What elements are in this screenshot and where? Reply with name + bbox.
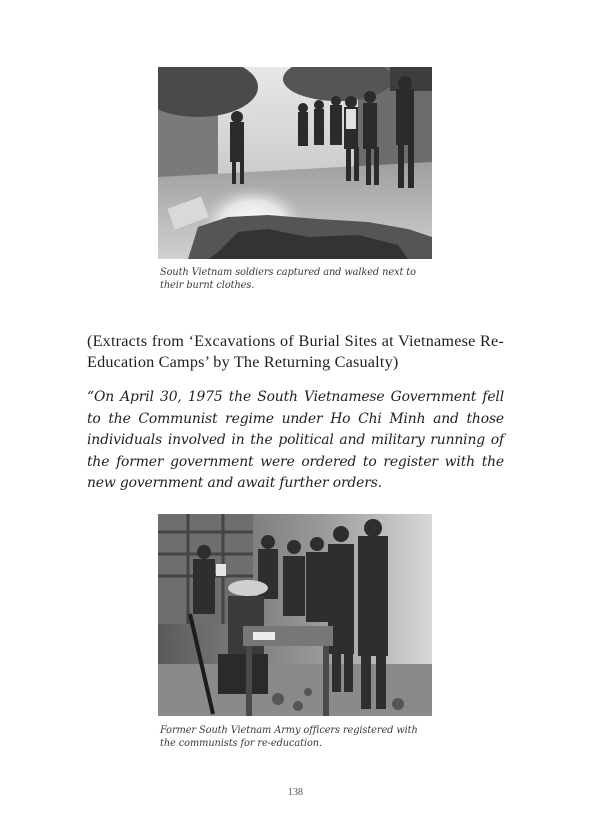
quote-paragraph: “On April 30, 1975 the South Vietnamese Government fell to the Communist regime under Ho Chi Minh and those individuals involved in the political and military running of the former government were ordered to register with the new government and await further orders. (87, 389, 504, 491)
figure-caption-2: Former South Vietnam Army officers registered with the communists for re-education. (160, 725, 418, 749)
page-number: 138 (288, 787, 303, 798)
photo-officers-registering (158, 514, 432, 716)
extract-heading: (Extracts from ‘Excavations of Burial Sites at Vietnamese Re-Education Camps’ by The Returning Casualty) (87, 332, 504, 371)
photo-captured-soldiers-image (158, 67, 432, 259)
photo-officers-registering-image (158, 514, 432, 716)
figure-caption-1: South Vietnam soldiers captured and walked next to their burnt clothes. (160, 267, 416, 291)
photo-captured-soldiers (158, 67, 432, 259)
